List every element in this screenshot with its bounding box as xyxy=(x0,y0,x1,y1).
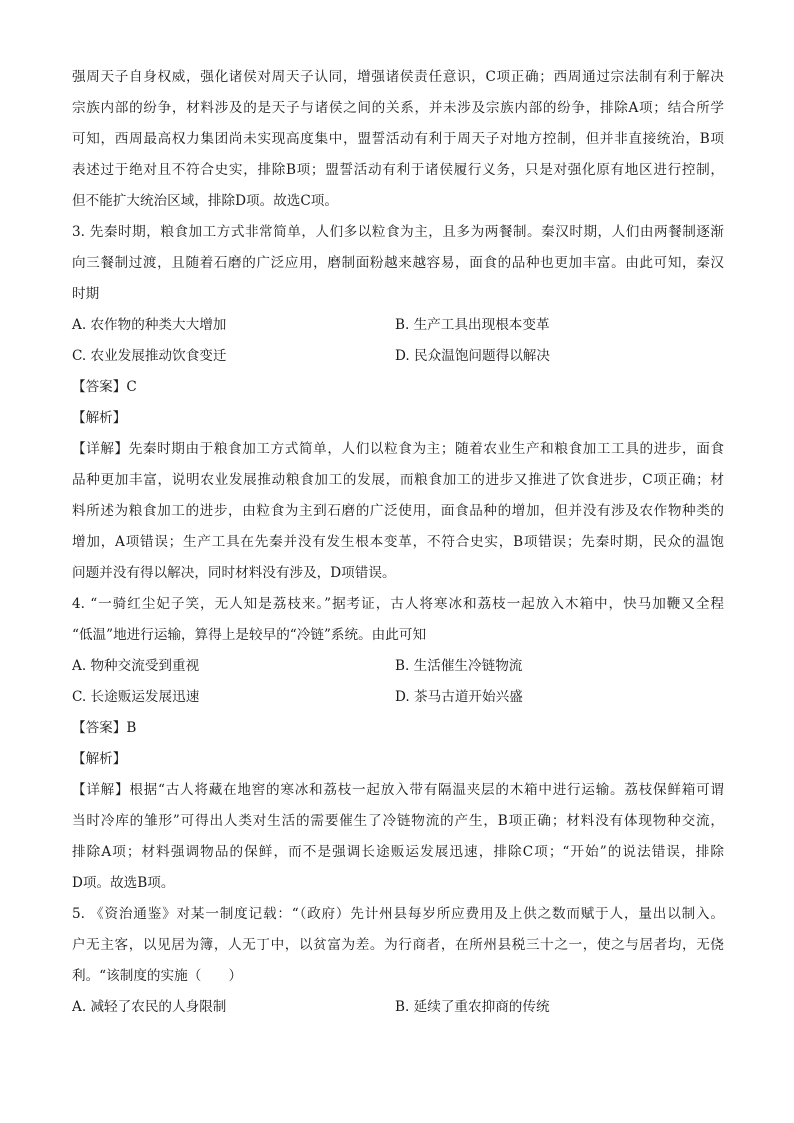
option-c: C. 长途贩运发展迅速 xyxy=(72,689,200,705)
detail-line: 问题并没有得以解决，同时材料没有涉及，D项错误。 xyxy=(72,565,396,581)
options-row xyxy=(72,682,724,713)
text-line: 宗族内部的纷争，材料涉及的是天子与诸侯之间的关系，并未涉及宗族内部的纷争，排除A项；结合所学 xyxy=(72,100,724,116)
detail-line: 【详解】根据“古人将藏在地窖的寒冰和荔枝一起放入带有隔温夹层的木箱中进行运输。荔枝保鲜箱可谓 xyxy=(72,782,724,798)
detail-line: 【详解】先秦时期由于粮食加工方式简单，人们以粒食为主；随着农业生产和粮食加工工具的进步，面食 xyxy=(72,441,724,457)
option-a: A. 农作物的种类大大增加 xyxy=(72,317,227,333)
detail-line: 料所述为粮食加工的进步，由粒食为主到石磨的广泛使用，面食品种的增加，但并没有涉及农作物种类的 xyxy=(72,503,724,519)
answer-line: 【答案】C xyxy=(72,379,137,395)
detail-line: D项。故选B项。 xyxy=(72,875,175,891)
option-a: A. 物种交流受到重视 xyxy=(72,658,200,674)
option-b: B. 生产工具出现根本变革 xyxy=(395,317,550,333)
analysis-label: 【解析】 xyxy=(72,751,127,767)
options-row xyxy=(72,341,724,372)
question-5 xyxy=(72,899,724,1023)
detail-line: 排除A项；材料强调物品的保鲜，而不是强调长途贩运发展迅速，排除C项；“开始”的说法错误，排除 xyxy=(72,844,724,860)
option-b: B. 生活催生冷链物流 xyxy=(395,658,523,674)
detail-line: 当时冷库的雏形”可得出人类对生活的需要催生了冷链物流的产生，B项正确；材料没有体现物种交流， xyxy=(72,813,724,829)
text-line: 可知，西周最高权力集团尚未实现高度集中，盟誓活动有利于周天子对地方控制，但并非直接统治，B项 xyxy=(72,131,724,147)
option-b: B. 延续了重农抑商的传统 xyxy=(395,999,550,1015)
option-d: D. 民众温饱问题得以解决 xyxy=(395,348,550,364)
question-3 xyxy=(72,217,724,589)
question-stem-line: 利。“该制度的实施（ ） xyxy=(72,968,243,984)
previous-explanation xyxy=(72,62,724,217)
options-row xyxy=(72,651,724,682)
answer-line: 【答案】B xyxy=(72,720,137,736)
question-stem-line: 3. 先秦时期，粮食加工方式非常简单，人们多以粒食为主，且多为两餐制。秦汉时期，人们由两餐制逐渐 xyxy=(72,224,724,240)
options-row xyxy=(72,310,724,341)
detail-line: 增加，A项错误；生产工具在先秦并没有发生根本变革，不符合史实，B项错误；先秦时期，民众的温饱 xyxy=(72,534,724,550)
option-c: C. 农业发展推动饮食变迁 xyxy=(72,348,227,364)
question-stem-line: 5. 《资治通鉴》对某一制度记载：“（政府）先计州县每岁所应费用及上供之数而赋于人，量出以制入。 xyxy=(72,906,724,922)
question-stem-line: 户无主客，以见居为簿，人无丁中，以贫富为差。为行商者，在所州县税三十之一，使之与居者均，无侥 xyxy=(72,937,724,953)
detail-line: 品种更加丰富，说明农业发展推动粮食加工的发展，而粮食加工的进步又推进了饮食进步，C项正确；材 xyxy=(72,472,724,488)
question-stem-line: 时期 xyxy=(72,286,100,302)
document-page xyxy=(72,62,724,1023)
option-a: A. 减轻了农民的人身限制 xyxy=(72,999,227,1015)
analysis-label: 【解析】 xyxy=(72,410,127,426)
question-stem-line: “低温”地进行运输，算得上是较早的“冷链”系统。由此可知 xyxy=(72,627,427,643)
question-4 xyxy=(72,589,724,899)
text-line: 表述过于绝对且不符合史实，排除B项；盟誓活动有利于诸侯履行义务，只是对强化原有地区进行控制， xyxy=(72,162,724,178)
options-row xyxy=(72,992,724,1023)
text-line: 但不能扩大统治区域，排除D项。故选C项。 xyxy=(72,193,338,209)
question-stem-line: 向三餐制过渡，且随着石磨的广泛应用，磨制面粉越来越容易，面食的品种也更加丰富。由此可知，秦汉 xyxy=(72,255,724,271)
option-d: D. 茶马古道开始兴盛 xyxy=(395,689,523,705)
text-line: 强周天子自身权威，强化诸侯对周天子认同，增强诸侯责任意识，C项正确；西周通过宗法制有利于解决 xyxy=(72,69,724,85)
question-stem-line: 4. “一骑红尘妃子笑，无人知是荔枝来。”据考证，古人将寒冰和荔枝一起放入木箱中，快马加鞭又全程 xyxy=(72,596,724,612)
